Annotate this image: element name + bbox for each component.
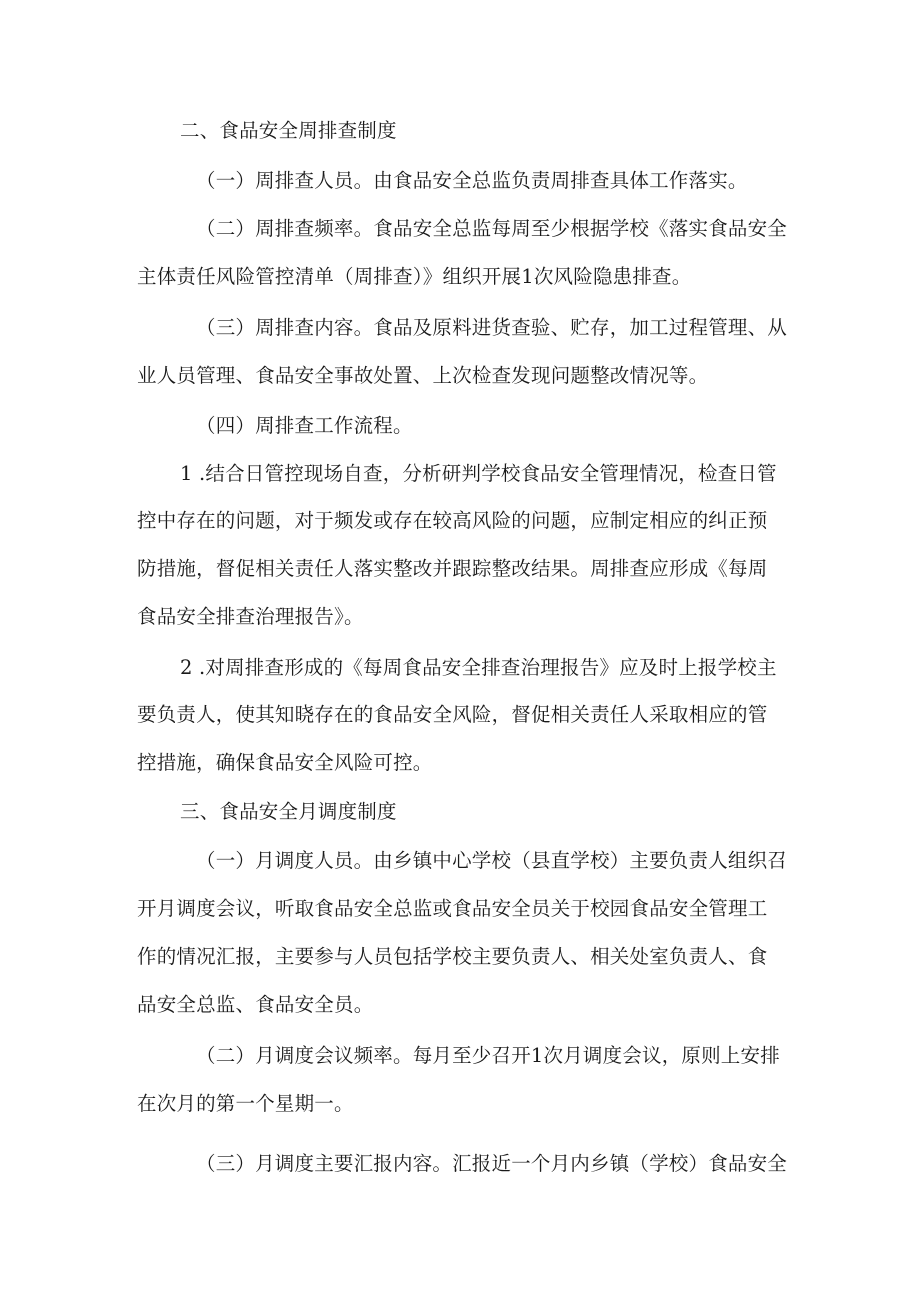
paragraph-line: 业人员管理、食品安全事故处置、上次检查发现问题整改情况等。 xyxy=(137,364,709,387)
paragraph-line: （二）周排查频率。食品安全总监每周至少根据学校《落实食品安全 xyxy=(196,217,788,240)
paragraph-line: 控中存在的问题，对于频发或存在较高风险的问题，应制定相应的纠正预 xyxy=(137,509,768,532)
paragraph-line: 1 .结合日管控现场自查，分析研判学校食品安全管理情况，检查日管 xyxy=(180,462,777,485)
paragraph-line: 作的情况汇报，主要参与人员包括学校主要负责人、相关处室负责人、食 xyxy=(137,945,768,968)
paragraph-line: 防措施，督促相关责任人落实整改并跟踪整改结果。周排查应形成《每周 xyxy=(137,557,768,580)
paragraph-line: 2 .对周排查形成的《每周食品安全排查治理报告》应及时上报学校主 xyxy=(180,656,777,679)
section-heading-weekly-inspection: 二、食品安全周排查制度 xyxy=(180,119,397,142)
paragraph-line: （三）月调度主要汇报内容。汇报近一个月内乡镇（学校）食品安全 xyxy=(196,1152,788,1175)
paragraph-line: 食品安全排查治理报告》。 xyxy=(137,605,364,628)
paragraph-line: 要负责人，使其知晓存在的食品安全风险，督促相关责任人采取相应的管 xyxy=(137,703,768,726)
section-heading-monthly-scheduling: 三、食品安全月调度制度 xyxy=(180,800,397,823)
paragraph-line: （一）月调度人员。由乡镇中心学校（县直学校）主要负责人组织召 xyxy=(196,849,788,872)
paragraph-line: 品安全总监、食品安全员。 xyxy=(137,993,374,1016)
paragraph-line: 在次月的第一个星期一。 xyxy=(137,1092,354,1115)
paragraph-line: 主体责任风险管控清单（周排查）》组织开展1次风险隐患排查。 xyxy=(137,265,692,288)
paragraph-line: 开月调度会议，听取食品安全总监或食品安全员关于校园食品安全管理工 xyxy=(137,897,768,920)
paragraph-line: （二）月调度会议频率。每月至少召开1次月调度会议，原则上安排 xyxy=(196,1044,780,1067)
paragraph-line: （三）周排查内容。食品及原料进货查验、贮存，加工过程管理、从 xyxy=(196,316,788,339)
paragraph-line: （一）周排查人员。由食品安全总监负责周排查具体工作落实。 xyxy=(196,169,748,192)
paragraph-line: （四）周排查工作流程。 xyxy=(196,414,413,437)
paragraph-line: 控措施，确保食品安全风险可控。 xyxy=(137,751,433,774)
